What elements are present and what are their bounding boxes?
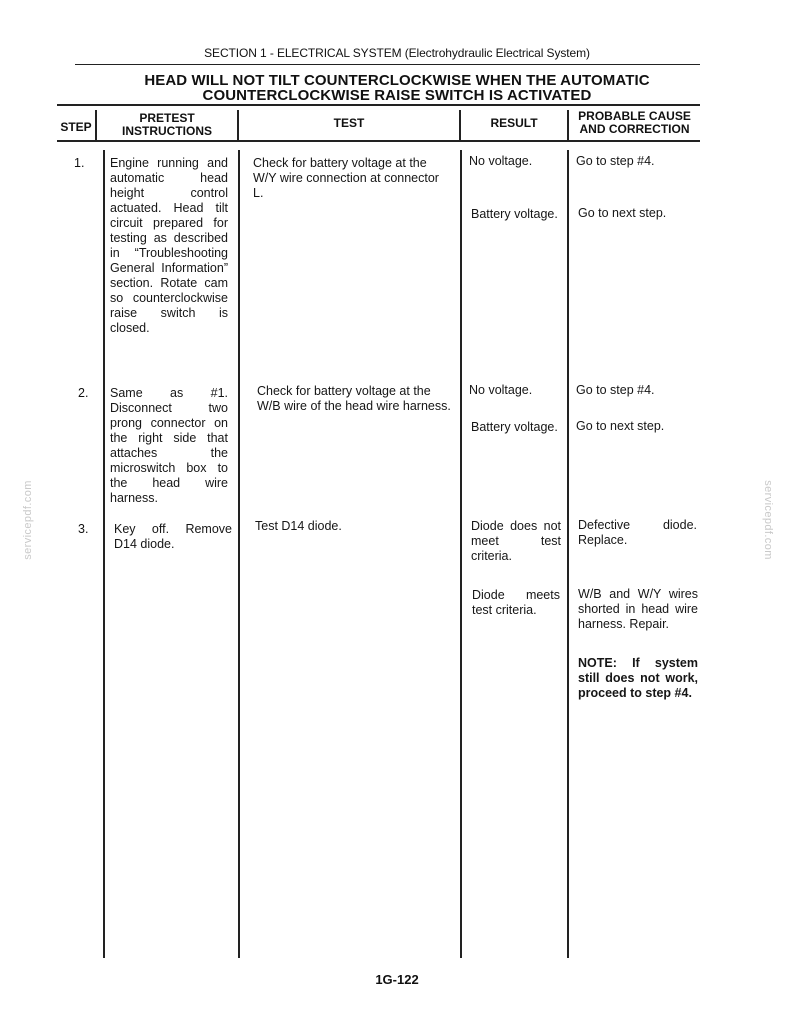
column-header-cause-line-2: AND CORRECTION <box>579 122 690 136</box>
pretest-instructions: Key off. Remove D14 diode. <box>114 522 232 551</box>
pretest-instructions: Same as #1. Disconnect two prong connector on the right side that attaches the microswitch box to the head wire harness. <box>110 386 228 505</box>
page-title-line-2: COUNTERCLOCKWISE RAISE SWITCH IS ACTIVATED <box>202 87 592 104</box>
correction-text: W/B and W/Y wires shorted in head wire harness. Repair. <box>578 587 698 631</box>
table-top-rule <box>57 104 700 106</box>
column-header-step: STEP <box>60 120 92 134</box>
correction-text: Go to next step. <box>578 206 667 220</box>
correction-text: Go to step #4. <box>576 154 655 168</box>
result-text: No voltage. <box>469 383 533 397</box>
column-divider <box>460 150 462 958</box>
correction-text: Go to next step. <box>576 419 665 433</box>
test-text: Test D14 diode. <box>255 519 342 533</box>
result-text: Battery voltage. <box>471 420 558 434</box>
column-divider <box>238 150 240 958</box>
column-header-cause <box>569 110 700 135</box>
watermark-left: servicepdf.com <box>22 480 34 560</box>
pretest-instructions: Engine running and automatic head height control actuated. Head tilt circuit prepared for testing as described in “Troubleshooting General Information” section. Rotate cam so counterclockwise raise switch is closed. <box>110 156 228 335</box>
column-header-pretest-line-1: PRETEST <box>139 111 195 125</box>
result-text: No voltage. <box>469 154 533 168</box>
page-number: 1G-122 <box>375 972 419 987</box>
note-text: NOTE: If system still does not work, proceed to step #4. <box>578 656 698 700</box>
correction-text: Defective diode. Replace. <box>578 518 697 547</box>
column-header-test: TEST <box>333 116 365 130</box>
column-header-pretest-line-2: INSTRUCTIONS <box>122 124 212 138</box>
section-header: SECTION 1 - ELECTRICAL SYSTEM (Electrohydraulic Electrical System) <box>204 46 590 60</box>
column-header-result: RESULT <box>490 116 538 130</box>
column-header-cause-line-1: PROBABLE CAUSE <box>578 109 691 123</box>
step-number: 2. <box>78 386 89 400</box>
result-text: Diode meets test criteria. <box>472 588 560 617</box>
test-text: Check for battery voltage at the W/B wire of the head wire harness. <box>257 384 451 413</box>
step-number: 1. <box>74 156 85 170</box>
header-rule <box>75 64 700 65</box>
page-title-line-1: HEAD WILL NOT TILT COUNTERCLOCKWISE WHEN THE AUTOMATIC <box>144 72 650 89</box>
table-header-rule <box>57 140 700 142</box>
result-text: Diode does not meet test criteria. <box>471 519 561 563</box>
column-divider <box>567 150 569 958</box>
correction-text: Go to step #4. <box>576 383 655 397</box>
test-text: Check for battery voltage at the W/Y wire connection at connector L. <box>253 156 439 200</box>
watermark-right: servicepdf.com <box>762 480 774 560</box>
column-divider <box>103 150 105 958</box>
step-number: 3. <box>78 522 89 536</box>
column-header-pretest <box>97 112 237 137</box>
result-text: Battery voltage. <box>471 207 558 221</box>
